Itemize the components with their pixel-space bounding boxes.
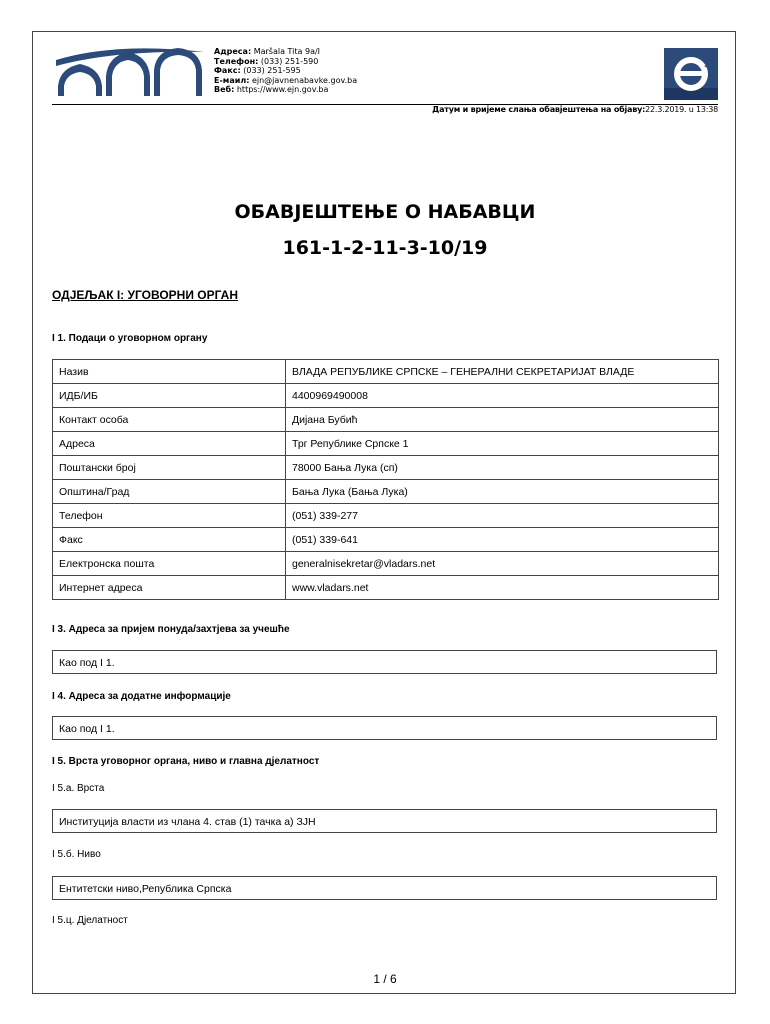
row-key: Интернет адреса (53, 576, 286, 600)
row-value: Бања Лука (Бања Лука) (286, 480, 719, 504)
i5-heading: I 5. Врста уговорног органа, ниво и главна дјелатност (52, 756, 320, 767)
row-key: Телефон (53, 504, 286, 528)
i1-heading: I 1. Подаци о уговорном органу (52, 333, 208, 344)
phone-row: Телефон: (033) 251-590 (214, 56, 319, 66)
row-value: 4400969490008 (286, 384, 719, 408)
document-number: 161-1-2-11-3-10/19 (282, 237, 488, 259)
row-value: generalnisekretar@vladars.net (286, 552, 719, 576)
i5b-label: I 5.б. Ниво (52, 849, 101, 860)
table-row (53, 432, 719, 456)
table-row (53, 504, 719, 528)
table-row (53, 456, 719, 480)
row-key: ИДБ/ИБ (53, 384, 286, 408)
row-value: www.vladars.net (286, 576, 719, 600)
i5b-value: Ентитетски ниво,Република Српска (52, 876, 717, 900)
row-key: Поштански број (53, 456, 286, 480)
row-value: (051) 339-641 (286, 528, 719, 552)
row-key: Електронска пошта (53, 552, 286, 576)
row-value: Дијана Бубић (286, 408, 719, 432)
i4-value: Као под I 1. (52, 716, 717, 740)
table-row (53, 408, 719, 432)
row-value: ВЛАДА РЕПУБЛИКЕ СРПСКЕ – ГЕНЕРАЛНИ СЕКРЕТАРИЈАТ ВЛАДЕ (286, 360, 719, 384)
i5c-label: I 5.ц. Дјелатност (52, 915, 128, 926)
contracting-authority-table (52, 359, 719, 600)
fax-row: Факс: (033) 251-595 (214, 66, 301, 76)
row-key: Контакт особа (53, 408, 286, 432)
row-value: 78000 Бања Лука (сп) (286, 456, 719, 480)
row-value: Трг Републике Српске 1 (286, 432, 719, 456)
i5a-label: I 5.а. Врста (52, 783, 105, 794)
sent-date: Датум и вријеме слања обавјештења на објаву:22.3.2019. u 13:38 (432, 105, 718, 114)
row-key: Факс (53, 528, 286, 552)
document-title: ОБАВЈЕШТЕЊЕ О НАБАВЦИ (234, 201, 536, 223)
table-row (53, 480, 719, 504)
i3-value: Као под I 1. (52, 650, 717, 674)
email-row: E-маил: ejn@javnenabavke.gov.ba (214, 75, 358, 85)
contact-block (214, 47, 357, 95)
ejn-logo (56, 46, 204, 98)
table-row (53, 552, 719, 576)
page-number: 1 / 6 (373, 972, 397, 986)
table-row (53, 528, 719, 552)
ejn-e-logo (664, 48, 718, 100)
row-key: Назив (53, 360, 286, 384)
table-row (53, 360, 719, 384)
row-key: Општина/Град (53, 480, 286, 504)
i5a-value: Институција власти из члана 4. став (1) тачка а) ЗЈН (52, 809, 717, 833)
table-row (53, 576, 719, 600)
i4-heading: I 4. Адреса за додатне информације (52, 691, 231, 702)
web-row: Веб: https://www.ejn.gov.ba (214, 85, 329, 95)
table-row (53, 384, 719, 408)
row-key: Адреса (53, 432, 286, 456)
section-heading: ОДЈЕЉАК I: УГОВОРНИ ОРГАН (52, 288, 239, 302)
row-value: (051) 339-277 (286, 504, 719, 528)
i3-heading: I 3. Адреса за пријем понуда/захтјева за учешће (52, 624, 290, 635)
address-row: Адреса: Maršala Tita 9a/I (214, 47, 321, 56)
